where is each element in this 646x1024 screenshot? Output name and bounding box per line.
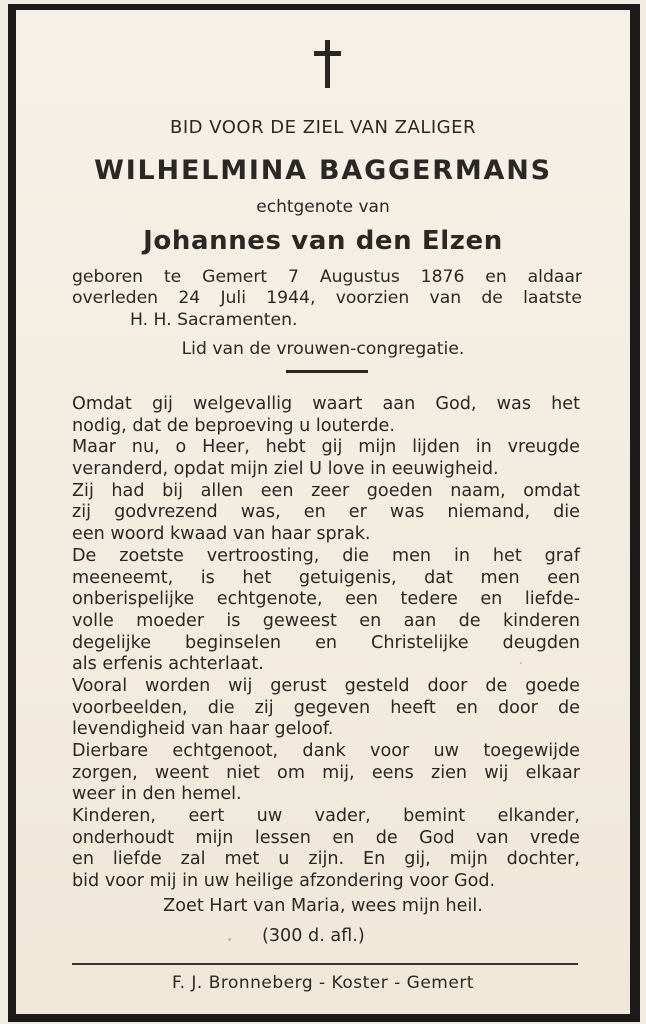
memorial-text-line: zij godvrezend was, en er was niemand, die: [72, 502, 580, 523]
printer-credit: F. J. Bronneberg - Koster - Gemert: [172, 973, 474, 993]
memorial-text-line: bid voor mij in uw heilige afzondering voor God.: [72, 871, 496, 892]
memorial-text-line: meeneemt, is het getuigenis, dat men een: [72, 567, 580, 588]
memorial-text-line: De zoetste vertroosting, die men in het graf: [72, 545, 580, 566]
prayer-heading: BID VOOR DE ZIEL VAN ZALIGER: [170, 117, 476, 138]
memorial-text-line: zorgen, weent niet om mij, eens zien wij elkaar: [72, 762, 580, 783]
memorial-text-line: Omdat gij welgevallig waart aan God, was het: [72, 394, 580, 414]
memorial-text-line: nodig, dat de beproeving u louterde.: [72, 415, 395, 436]
memorial-text-line: voorbeelden, die zij gegeven heeft en door de: [72, 697, 580, 718]
membership-line: Lid van de vrouwen-congregatie.: [181, 339, 465, 359]
memorial-text-line: volle moeder is geweest en aan de kinderen: [72, 610, 580, 631]
spouse-name: Johannes van den Elzen: [143, 226, 503, 256]
spouse-intro: echtgenote van: [256, 197, 390, 217]
invocation-line: Zoet Hart van Maria, wees mijn heil.: [163, 896, 483, 916]
birth-line: geboren te Gemert 7 Augustus 1876 en aldaar: [72, 267, 582, 287]
memorial-text-line: Maar nu, o Heer, hebt gij mijn lijden in vreugde: [72, 437, 580, 458]
memorial-text-line: als erfenis achterlaat.: [72, 654, 264, 675]
sacraments-line: H. H. Sacramenten.: [130, 310, 298, 330]
memorial-text-line: veranderd, opdat mijn ziel U love in eeuwigheid.: [72, 459, 499, 480]
deceased-name: WILHELMINA BAGGERMANS: [94, 155, 552, 186]
indulgence-line: (300 d. afl.): [262, 926, 365, 946]
footer-rule: [72, 963, 578, 965]
death-line: overleden 24 Juli 1944, voorzien van de laatste: [72, 288, 582, 308]
cross-icon: [311, 40, 343, 88]
memorial-text: [72, 394, 580, 893]
paper-speck: [228, 938, 231, 941]
card-border-bottom: [8, 1014, 640, 1022]
memorial-text-line: Kinderen, eert uw vader, bemint elkander,: [72, 806, 580, 827]
memorial-text-line: onberispelijke echtgenote, een tedere en liefde-: [72, 589, 580, 610]
memorial-text-line: levendigheid van haar geloof.: [72, 719, 334, 740]
memorial-text-line: Vooral worden wij gerust gesteld door de goede: [72, 675, 580, 696]
paper-speck: [520, 662, 522, 664]
divider: [286, 370, 368, 373]
memorial-text-line: Zij had bij allen een zeer goeden naam, omdat: [72, 480, 580, 501]
memorial-text-line: en liefde zal met u zijn. En gij, mijn dochter,: [72, 849, 580, 870]
memorial-text-line: weer in den hemel.: [72, 784, 242, 805]
memorial-text-line: een woord kwaad van haar sprak.: [72, 524, 371, 545]
memorial-text-line: Dierbare echtgenoot, dank voor uw toegewijde: [72, 741, 580, 761]
memorial-text-line: degelijke beginselen en Christelijke deugden: [72, 632, 580, 653]
memorial-text-line: onderhoudt mijn lessen en de God van vrede: [72, 827, 580, 848]
